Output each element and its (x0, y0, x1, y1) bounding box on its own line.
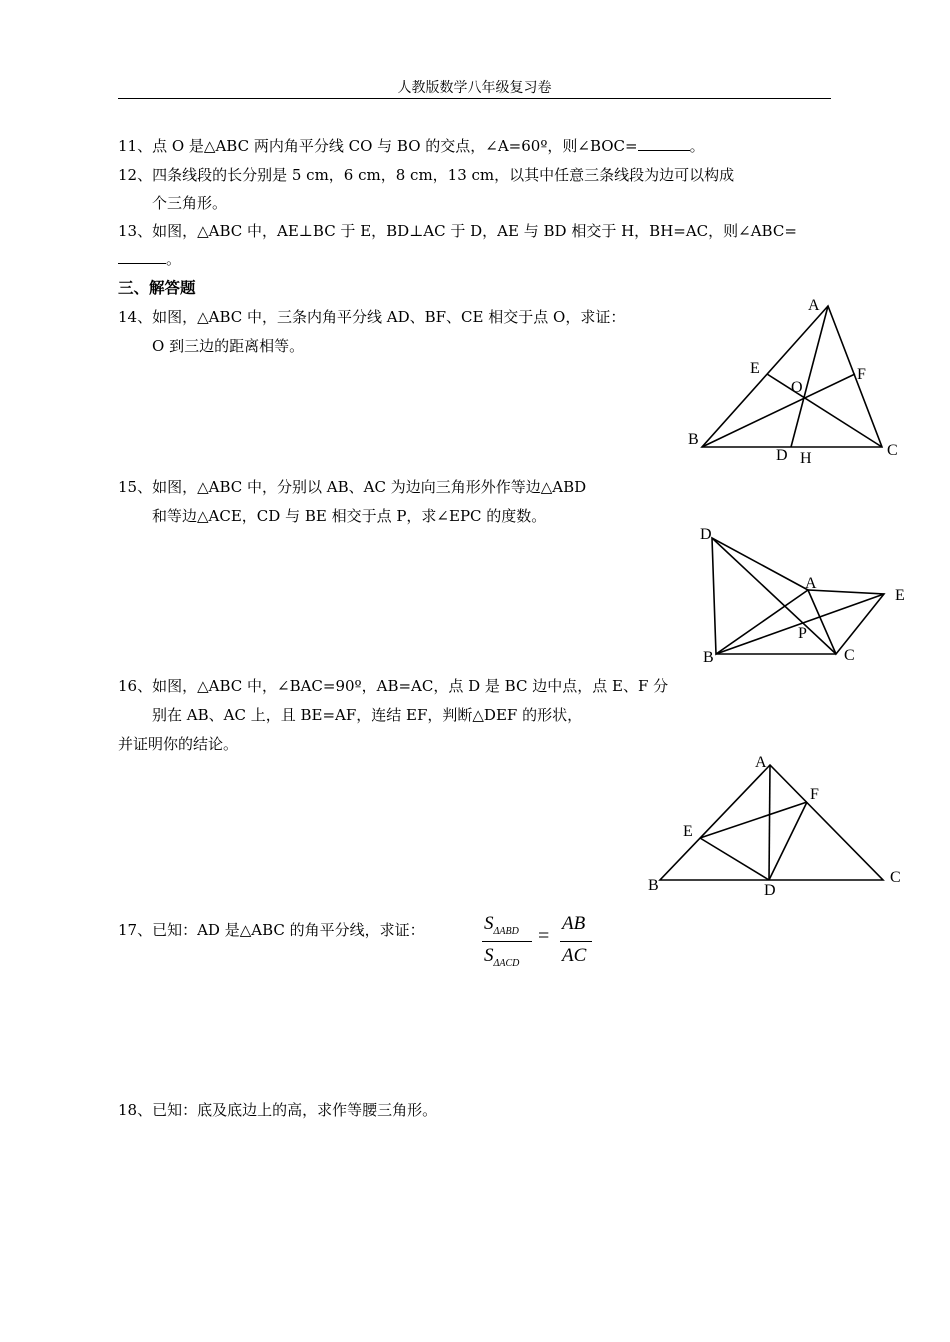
formula-den-symbol: S (484, 945, 494, 966)
question-11-text: 11、点 O 是△ABC 两内角平分线 CO 与 BO 的交点，∠A=60º，则∠BOC= (118, 137, 638, 155)
formula-num-subscript: ΔABD (493, 925, 519, 937)
fig15-label-d: D (700, 526, 712, 543)
question-16-line2: 别在 AB、AC 上，且 BE=AF，连结 EF，判断△DEF 的形状， (152, 706, 583, 724)
fig14-triangle-abc (702, 306, 882, 447)
question-12-line2: 个三角形。 (152, 194, 228, 212)
question-11 (118, 136, 705, 156)
fig14-bisector-ce (767, 374, 882, 447)
fig14-label-d: D (776, 447, 788, 464)
fig15-line-cd (712, 538, 836, 654)
fig15-label-a: A (805, 575, 817, 592)
formula-num-symbol: S (484, 913, 494, 934)
fig15-label-e: E (895, 587, 905, 604)
fig16-median-ad (769, 765, 770, 880)
question-14-line2: O 到三边的距离相等。 (152, 337, 305, 355)
fig14-label-c: C (887, 442, 898, 459)
fig14-label-b: B (688, 431, 699, 448)
question-13-line2 (118, 249, 181, 269)
figure-14-triangle (680, 290, 910, 470)
fig16-label-f: F (810, 786, 819, 803)
question-11-end: 。 (689, 137, 705, 155)
question-15-line1: 15、如图，△ABC 中，分别以 AB、AC 为边向三角形外作等边△ABD (118, 478, 587, 496)
figure-16-isosceles-right (640, 745, 920, 905)
fig16-label-e: E (683, 823, 693, 840)
answer-blank-11 (638, 136, 690, 151)
question-16-line1: 16、如图，△ABC 中，∠BAC=90º，AB=AC，点 D 是 BC 边中点，点 E、F 分 (118, 677, 669, 695)
fig14-label-o: O (791, 379, 803, 396)
fig16-label-d: D (764, 882, 776, 899)
fig16-label-b: B (648, 877, 659, 894)
fig16-label-c: C (890, 869, 901, 886)
page-header-title: 人教版数学八年级复习卷 (397, 80, 552, 96)
question-13-end: 。 (166, 250, 182, 268)
fig14-bisector-bf (702, 374, 855, 447)
fig14-label-f: F (857, 366, 866, 383)
fig15-line-be (716, 594, 884, 654)
question-18-text: 18、已知：底及底边上的高，求作等腰三角形。 (118, 1101, 438, 1119)
header-rule (118, 98, 831, 99)
formula-fraction-bar-right (560, 941, 592, 942)
figure-15-equilateral (690, 518, 930, 678)
formula-denominator-left (484, 945, 519, 969)
formula-numerator-right: AB (562, 913, 586, 934)
question-12-line1: 12、四条线段的长分别是 5 cm，6 cm，8 cm，13 cm，以其中任意三条线段为边可以构成 (118, 166, 735, 184)
fig15-label-b: B (703, 649, 714, 666)
fig15-triangle-abd (712, 538, 808, 654)
fig14-label-h: H (800, 450, 812, 467)
fig15-label-c: C (844, 647, 855, 664)
formula-area-ratio (482, 911, 594, 971)
fig16-label-a: A (755, 754, 767, 771)
formula-den-subscript: ΔACD (493, 957, 520, 969)
fig16-triangle-abc (660, 765, 883, 880)
fig14-label-a: A (808, 297, 820, 314)
question-16-line3: 并证明你的结论。 (118, 735, 239, 753)
formula-equals: = (538, 925, 550, 947)
section-heading-3: 三、解答题 (118, 278, 196, 297)
fig14-label-e: E (750, 360, 760, 377)
question-15-line2: 和等边△ACE，CD 与 BE 相交于点 P，求∠EPC 的度数。 (152, 507, 547, 525)
fig15-label-p: P (798, 625, 807, 642)
question-17-text: 17、已知：AD 是△ABC 的角平分线，求证： (118, 921, 425, 939)
formula-numerator-left (484, 913, 519, 937)
formula-denominator-right: AC (562, 945, 587, 966)
question-14-line1: 14、如图，△ABC 中，三条内角平分线 AD、BF、CE 相交于点 O，求证： (118, 308, 626, 326)
answer-blank-13 (118, 249, 166, 264)
question-13-line1: 13、如图，△ABC 中，AE⊥BC 于 E，BD⊥AC 于 D，AE 与 BD 相交于 H，BH=AC，则∠ABC= (118, 222, 797, 240)
fig16-segment-ef (700, 802, 807, 838)
fig16-segment-ed (700, 838, 769, 880)
fig15-triangle-ace (808, 590, 884, 654)
formula-fraction-bar-left (482, 941, 532, 942)
